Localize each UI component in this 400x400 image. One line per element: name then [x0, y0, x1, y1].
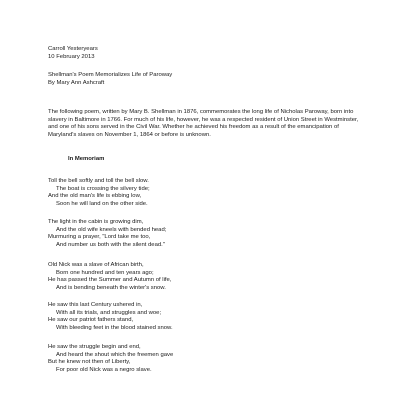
poem-line: And the old man's life is ebbing low, [48, 193, 142, 200]
stanza [48, 219, 364, 249]
poem-line: And number us both with the silent dead." [56, 241, 165, 248]
poem-title [48, 156, 364, 164]
headline: Shellman's Poem Memorializes Life of Paroway [48, 72, 173, 78]
stanza [48, 302, 364, 332]
poem-line: But he knew not then of Liberty, [48, 359, 131, 366]
poem-line: He saw our patriot fathers stand, [48, 317, 134, 324]
poem-line: With bleeding feet in the blood stained snow. [56, 324, 173, 331]
stanza [48, 178, 364, 208]
poem-line: The light in the cabin is growing dim, [48, 219, 144, 225]
poem-line: Murmuring a prayer, "Lord take me too, [48, 234, 151, 241]
poem-line: And the old wife kneels with bended head; [56, 226, 167, 233]
poem-line: Born one hundred and ten years ago; [56, 269, 154, 276]
poem-line: Toll the bell softly and toll the bell slow. [48, 178, 149, 184]
poem-line: For poor old Nick was a negro slave. [56, 366, 152, 373]
poem-line: And is bending beneath the winter's snow. [56, 284, 166, 291]
stanza [48, 262, 364, 292]
byline: By Mary Ann Ashcraft [48, 79, 105, 86]
header [48, 46, 364, 61]
poem-line: He saw this last Century ushered in, [48, 302, 143, 308]
publication-date: 10 February 2013 [48, 53, 95, 60]
poem-title-text: In Memoriam [68, 156, 105, 162]
poem-line: Soon he will land on the other side. [56, 200, 148, 207]
poem-line: Old Nick was a slave of African birth, [48, 262, 144, 268]
poem-line: He saw the struggle begin and end, [48, 344, 141, 350]
poem-line: The boat is crossing the silvery tide; [56, 185, 150, 192]
poem-line: With all its trials, and struggles and woe; [56, 309, 162, 316]
poem-line: He has passed the Summer and Autumn of life, [48, 277, 172, 284]
poem-line: And heard the shout which the freemen gave [56, 351, 174, 358]
intro-paragraph: The following poem, written by Mary B. Shellman in 1876, commemorates the long life of Nicholas Paroway, born into slavery in Baltimore in 1766. For much of his life, however, he was a respected resident of Union Street in Westminster, and one of his sons served in the Civil War. Whether he achieved his freedom as a result of the emancipation of Maryland's slaves on November 1, 1864 or before is unknown. [48, 109, 359, 138]
publication-name: Carroll Yesteryears [48, 46, 98, 52]
article-heading [48, 72, 364, 87]
stanza [48, 344, 364, 374]
